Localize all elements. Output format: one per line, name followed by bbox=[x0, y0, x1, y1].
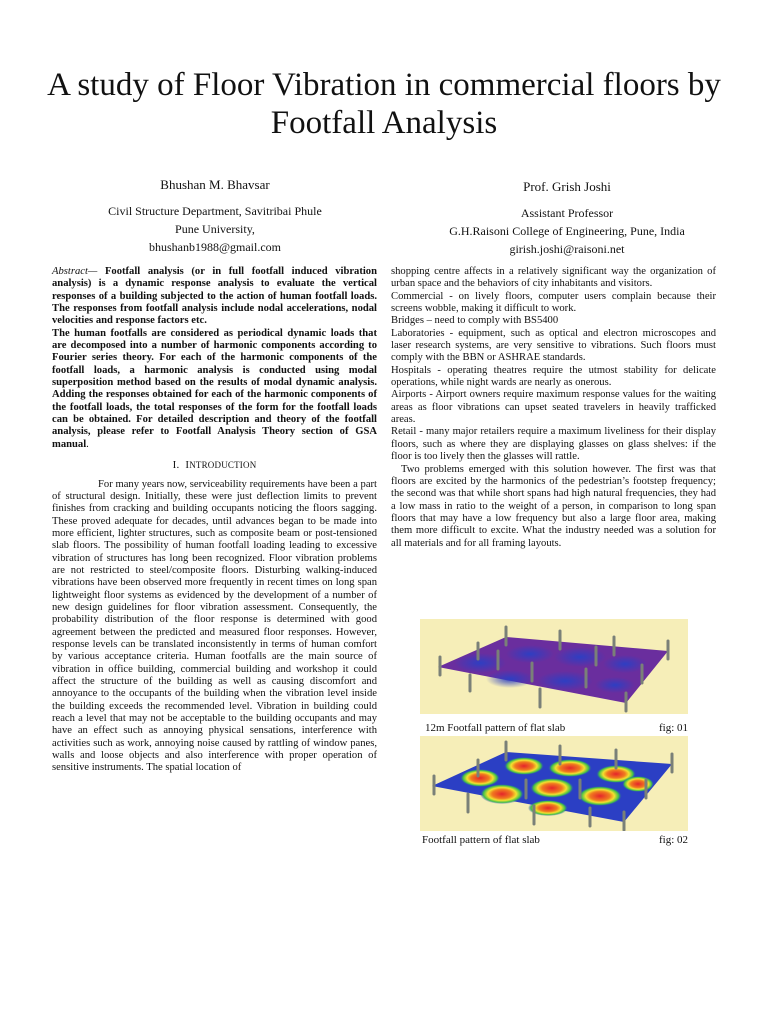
list-item: Bridges – need to comply with BS5400 bbox=[391, 315, 559, 327]
figure-1 bbox=[420, 619, 688, 714]
author-affiliation: Pune University, bbox=[175, 222, 255, 236]
footfall-contour-image-2 bbox=[420, 736, 688, 831]
figure-label: fig: 02 bbox=[658, 834, 688, 846]
figure-2 bbox=[420, 736, 688, 831]
right-column bbox=[391, 266, 716, 550]
author-block-2 bbox=[392, 178, 742, 258]
list-item: Commercial - on lively floors, computer users complain because their screens wobble, making it difficult to work. bbox=[391, 290, 716, 315]
section-title-rest: NTRODUCTION bbox=[189, 460, 257, 471]
continued-paragraph: shopping centre affects in a relatively significant way the organization of urban space and the behaviors of city inhabitants and visitors. bbox=[391, 266, 716, 290]
figure-1-caption bbox=[425, 722, 688, 734]
body-paragraph: Two problems emerged with this solution however. The first was that floors are excited by the harmonics of the pedestrian’s footstep frequency; the second was that while short spans had high natural frequencies, they had a low mass in ratio to the weight of a person, in comparison to long span floors that may have a low frequency but also a large floor area, making them more difficult to excite. What the industry needed was a solution for all materials and for all framing layouts. bbox=[391, 463, 716, 549]
list-item: Laboratories - equipment, such as optical and electron microscopes and laser research systems, are very sensitive to vibrations. Such floors must comply with the BBN or ASHRAE standards. bbox=[391, 327, 716, 364]
abstract-label: Abstract— bbox=[52, 266, 98, 277]
author-affiliation: Civil Structure Department, Savitribai Phule bbox=[108, 204, 322, 218]
abstract-period: . bbox=[86, 438, 89, 450]
abstract-paragraph-2 bbox=[52, 328, 377, 451]
abstract-paragraph bbox=[52, 266, 377, 328]
figure-label: fig: 01 bbox=[658, 722, 688, 734]
section-first-letter: I bbox=[185, 459, 190, 472]
author-block-1 bbox=[40, 176, 390, 256]
abstract-text: Footfall analysis (or in full footfall induced vibration analysis) is a dynamic response analysis to evaluate the vertical responses of a building subjected to the action of human footfall loads. The responses from footfall analysis include nodal accelerations, nodal velocities and response factors etc. bbox=[52, 266, 377, 327]
author-affiliation: Assistant Professor bbox=[520, 206, 614, 220]
paper-title: A study of Floor Vibration in commercial floors by Footfall Analysis bbox=[47, 67, 721, 141]
list-item: Retail - many major retailers require a maximum liveliness for their display floors, such as where they are displaying glasses on glass shelves: if the floor is too lively then the glasses will rattle. bbox=[391, 426, 716, 463]
abstract-text: The human footfalls are considered as periodical dynamic loads that are decomposed into a number of harmonic components according to Fourier series theory. For each of the harmonic components of the footfall loads, a harmonic analysis is conducted using modal superposition method based on the results of modal dynamic analysis. Adding the responses obtained for each of the harmonic components of the footfall loads, the total responses of the form for the footfall loads can be obtained. For detailed description and theory of the footfall analysis, please refer to Footfall Analysis Theory section of GSA manual bbox=[52, 327, 377, 450]
author-email: bhushanb1988@gmail.com bbox=[148, 240, 282, 254]
list-item: Hospitals - operating theatres require the utmost stability for delicate operations, while night wards are nearly as onerous. bbox=[391, 364, 716, 389]
caption-text: Footfall pattern of flat slab bbox=[422, 834, 540, 846]
left-column bbox=[52, 266, 377, 775]
section-heading bbox=[52, 459, 377, 471]
intro-paragraph: For many years now, serviceability requirements have been a part of structural design. Initially, these were just deflection limits to prevent finishes from cracking and building occupants noticing the floors sagging. These proved adequate for decades, until advances began to be made into more efficient, lighter structures, such as composite beam or post-tensioned slab floors. The possibility of human footfall loading leading to excessive vibration of structures has long been recognized. Floor vibration problems are not restricted to steel/composite floors. Disturbing walking-induced vibrations have been observed more frequently in recent times on long span lightweight floor systems as evidenced by the development of a number of new design guidelines for floor vibration assessment. Consequently, the probability distribution of the floor response is determined with good agreement between the predicted and measured floor responses. However, response levels can be translated inconsistently in terms of human comfort by various acceptance criteria. Human footfalls are the main source of vibration in office building, commercial building and workshop it could affect the structure of the building as well as causing discomfort and annoyance to the occupants of the building when the vibration level inside the building exceeds the recommended level. Vibration in building could reach a level that may not be acceptable to the building occupants and may have an effect such as annoying physical sensations, interference with activities such as work, annoying noise caused by rattling of window panes, walls and loose objects and also interference with proper operation of sensitive instruments. The spatial location of bbox=[52, 478, 377, 774]
footfall-contour-image-1 bbox=[420, 619, 688, 714]
author-name: Bhushan M. Bhavsar bbox=[160, 177, 270, 192]
section-number: I. bbox=[172, 459, 180, 472]
author-name: Prof. Grish Joshi bbox=[523, 179, 611, 194]
list-item: Airports - Airport owners require maximum response values for the waiting areas as floor vibrations can upset seated travelers in heavily trafficked areas. bbox=[391, 389, 716, 426]
caption-text: 12m Footfall pattern of flat slab bbox=[425, 722, 566, 734]
author-email: girish.joshi@raisoni.net bbox=[509, 242, 625, 256]
figure-2-caption bbox=[422, 834, 688, 846]
author-affiliation: G.H.Raisoni College of Engineering, Pune, India bbox=[449, 224, 685, 238]
